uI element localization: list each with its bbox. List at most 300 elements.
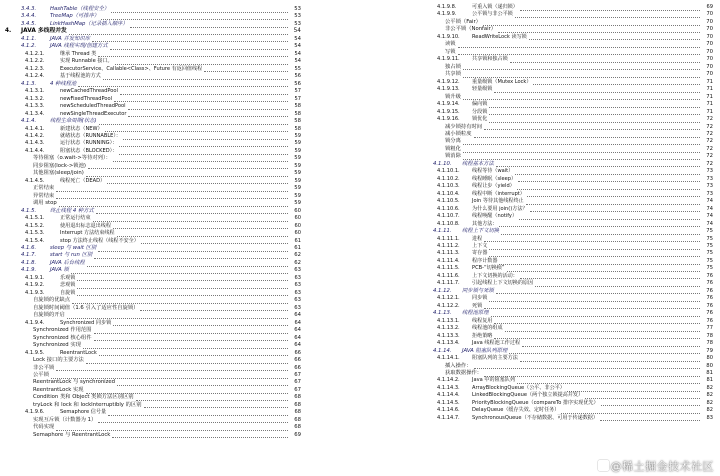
toc-leader-dots <box>489 109 700 116</box>
toc-entry-number: 4.1.2.2. <box>25 58 45 65</box>
toc-entry-page: 59 <box>294 200 301 207</box>
toc-entry-page: 71 <box>706 93 713 100</box>
toc-entry[interactable] <box>5 394 301 401</box>
toc-entry-title: tryLock 和 lock 和 lockInterruptibly 的区别 <box>33 401 142 408</box>
toc-entry[interactable] <box>5 365 301 372</box>
toc-leader-dots <box>458 41 700 48</box>
toc-entry-title: newCachedThreadPool <box>60 88 118 95</box>
toc-entry-page: 58 <box>294 110 301 117</box>
toc-entry[interactable] <box>417 221 713 228</box>
toc-entry[interactable] <box>417 377 713 384</box>
toc-entry-number: 4.1.5.4. <box>25 237 45 244</box>
toc-entry[interactable] <box>5 424 301 431</box>
toc-entry[interactable] <box>417 333 713 340</box>
toc-entry-page: 59 <box>294 192 301 199</box>
toc-entry-title: 锁升级 <box>445 93 461 100</box>
toc-entry[interactable] <box>417 49 713 56</box>
toc-entry-title: 自旋锁的开启 <box>33 312 65 319</box>
toc-entry-title: 锁消除 <box>445 153 461 160</box>
toc-leader-dots <box>463 138 700 145</box>
toc-entry-number: 4.1.13.1. <box>437 317 460 324</box>
toc-entry[interactable] <box>417 243 713 250</box>
toc-entry-number: 4.1.13.4. <box>437 340 460 347</box>
toc-entry[interactable] <box>417 34 713 41</box>
toc-entry-page: 54 <box>294 50 301 57</box>
toc-entry[interactable] <box>5 208 301 215</box>
toc-leader-dots <box>494 333 700 340</box>
toc-entry-number: 4.1.4.2. <box>25 132 45 139</box>
toc-entry-page: 76 <box>706 295 713 302</box>
toc-entry[interactable] <box>5 342 301 349</box>
toc-entry-page: 80 <box>706 355 713 362</box>
toc-leader-dots <box>494 318 700 325</box>
toc-leader-dots <box>128 103 288 110</box>
toc-entry[interactable] <box>5 357 301 364</box>
toc-entry[interactable] <box>5 409 301 416</box>
toc-entry[interactable] <box>417 94 713 101</box>
toc-entry-title: 正常运行结束 <box>60 215 91 222</box>
toc-entry-page: 59 <box>294 177 301 184</box>
toc-leader-dots <box>489 116 700 123</box>
toc-entry-title: LinkHashMap（记录插入顺序） <box>50 20 128 27</box>
toc-entry[interactable] <box>417 273 713 280</box>
toc-entry-page: 66 <box>294 349 301 356</box>
toc-leader-dots <box>585 392 700 399</box>
toc-entry-title: 自旋锁时间阈值（1.6 引入了适应性自旋锁） <box>33 304 139 311</box>
toc-entry-page: 54 <box>294 35 301 42</box>
toc-entry[interactable] <box>5 118 301 125</box>
toc-entry[interactable] <box>5 432 301 439</box>
toc-leader-dots <box>101 13 288 20</box>
toc-entry-number: 4.1.2. <box>21 43 37 50</box>
toc-left-column <box>5 6 301 439</box>
toc-entry-title: Condition 类和 Object 类锁方法区别区别 <box>33 394 134 401</box>
toc-entry-title: 线程上下文切换 <box>462 228 500 235</box>
toc-entry-title: 写锁 <box>445 48 456 55</box>
toc-entry-title: 自旋锁的优缺点 <box>33 297 71 304</box>
toc-entry-number: 4.1.14.6. <box>437 407 460 414</box>
toc-entry-page: 55 <box>294 65 301 72</box>
toc-entry[interactable] <box>5 155 301 162</box>
toc-leader-dots <box>86 170 288 177</box>
toc-entry-title: TreeMap（可排序） <box>50 13 100 20</box>
toc-entry[interactable] <box>417 318 713 325</box>
toc-entry-page: 63 <box>294 289 301 296</box>
toc-entry-number: 4.1.9.4. <box>25 319 45 326</box>
toc-entry[interactable] <box>5 58 301 65</box>
toc-entry[interactable] <box>417 288 713 295</box>
toc-entry-title: 锁优化 <box>472 116 488 123</box>
toc-entry[interactable] <box>417 153 713 160</box>
toc-entry-page: 70 <box>706 71 713 78</box>
toc-leader-dots <box>77 275 288 282</box>
toc-entry-page: 63 <box>294 267 301 274</box>
toc-leader-dots <box>103 73 288 80</box>
toc-entry[interactable] <box>417 400 713 407</box>
toc-entry-title: Interrupt 方法结束线程 <box>60 230 115 237</box>
toc-entry-title: newFixedThreadPool <box>60 95 113 102</box>
toc-entry-page: 57 <box>294 95 301 102</box>
toc-entry-number: 4.1.5.1. <box>25 215 45 222</box>
toc-entry-number: 4.1.9. <box>21 267 37 274</box>
toc-entry-title: Synchronized 作用范围 <box>33 327 92 334</box>
toc-entry-number: 4.1.7. <box>21 252 37 259</box>
toc-leader-dots <box>77 290 288 297</box>
toc-entry[interactable] <box>417 116 713 123</box>
toc-entry-page: 72 <box>706 153 713 160</box>
toc-entry[interactable] <box>5 238 301 245</box>
toc-leader-dots <box>69 28 288 35</box>
toc-entry-page: 82 <box>706 407 713 414</box>
toc-entry-page: 58 <box>294 118 301 125</box>
toc-entry-title: 同步锁与死锁 <box>462 287 494 294</box>
toc-entry[interactable] <box>417 161 713 168</box>
toc-entry-number: 4.1.14.2. <box>437 377 460 384</box>
toc-entry-page: 72 <box>706 145 713 152</box>
toc-entry[interactable] <box>417 101 713 108</box>
toc-entry[interactable] <box>417 198 713 205</box>
toc-entry-title: 乐观锁 <box>60 274 76 281</box>
toc-leader-dots <box>474 363 701 370</box>
toc-entry[interactable] <box>5 73 301 80</box>
toc-entry[interactable] <box>5 230 301 237</box>
toc-entry[interactable] <box>5 126 301 133</box>
toc-entry-number: 4.1.8. <box>21 259 37 266</box>
toc-entry[interactable] <box>417 228 713 235</box>
toc-entry-page: 75 <box>706 265 713 272</box>
toc-entry-page: 53 <box>294 13 301 20</box>
toc-entry-title: 公平锁 <box>33 371 49 378</box>
toc-entry-page: 75 <box>706 250 713 257</box>
toc-entry[interactable] <box>5 170 301 177</box>
toc-entry-page: 70 <box>706 18 713 25</box>
toc-entry[interactable] <box>417 183 713 190</box>
toc-entry[interactable] <box>417 4 713 11</box>
toc-entry-title: 继承 Thread 类 <box>60 50 97 57</box>
toc-entry[interactable] <box>5 185 301 192</box>
toc-entry[interactable] <box>5 312 301 319</box>
toc-entry[interactable] <box>5 140 301 147</box>
toc-leader-dots <box>94 327 288 334</box>
toc-entry-number: 4.1.1. <box>21 35 37 42</box>
toc-entry[interactable] <box>417 86 713 93</box>
toc-entry-number: 4.1.9.10. <box>437 33 460 40</box>
toc-entry-title: 偏向锁 <box>472 101 488 108</box>
toc-leader-dots <box>94 335 288 342</box>
toc-entry[interactable] <box>417 265 713 272</box>
toc-entry[interactable] <box>417 392 713 399</box>
toc-leader-dots <box>88 163 288 170</box>
toc-entry[interactable] <box>417 280 713 287</box>
toc-entry-title: 终止线程 4 种方式 <box>50 207 94 214</box>
toc-entry[interactable] <box>417 71 713 78</box>
toc-entry-page: 64 <box>294 327 301 334</box>
toc-entry-title: ReadWriteLock 读写锁 <box>472 33 527 40</box>
toc-entry[interactable] <box>5 223 301 230</box>
toc-leader-dots <box>567 385 700 392</box>
toc-entry[interactable] <box>5 282 301 289</box>
toc-entry-title: ExecutorService、Callable<Class>、Future 有返回值线程 <box>60 65 203 72</box>
toc-entry-title: 线程中断（interrupt） <box>472 190 525 197</box>
toc-leader-dots <box>136 394 288 401</box>
toc-leader-dots <box>489 101 700 108</box>
toc-entry[interactable] <box>5 267 301 274</box>
toc-entry-page: 62 <box>294 252 301 259</box>
toc-entry-number: 4.1.10. <box>433 160 452 167</box>
toc-entry-title: 重量级锁（Mutex Lock） <box>472 78 532 85</box>
toc-entry[interactable] <box>417 176 713 183</box>
toc-leader-dots <box>519 213 700 220</box>
toc-entry-title: 同步阻塞(lock->锁池) <box>33 162 86 169</box>
toc-entry-title: 引起线程上下文切换的原因 <box>472 280 534 287</box>
toc-leader-dots <box>86 387 288 394</box>
toc-entry-page: 78 <box>706 332 713 339</box>
toc-entry-page: 70 <box>706 63 713 70</box>
toc-entry-page: 54 <box>294 43 301 50</box>
toc-leader-dots <box>600 415 700 422</box>
toc-entry-page: 82 <box>706 384 713 391</box>
toc-entry-title: JAVA 线程实现/创建方式 <box>50 43 108 50</box>
toc-entry-number: 4.1.9.6. <box>25 409 45 416</box>
toc-entry-page: 70 <box>706 56 713 63</box>
toc-leader-dots <box>56 185 288 192</box>
toc-entry[interactable] <box>5 215 301 222</box>
toc-leader-dots <box>526 198 700 205</box>
toc-entry-title: 新建状态（NEW） <box>60 125 103 132</box>
toc-leader-dots <box>520 4 700 11</box>
toc-entry-page: 70 <box>706 26 713 33</box>
toc-entry[interactable] <box>5 133 301 140</box>
toc-entry-title: 减少锁持有时间 <box>445 123 483 130</box>
toc-entry[interactable] <box>5 350 301 357</box>
toc-entry-title: LinkedBlockingQueue（两个独立锁提高并发） <box>472 392 584 399</box>
toc-leader-dots <box>507 265 700 272</box>
toc-entry[interactable] <box>417 250 713 257</box>
toc-entry[interactable] <box>417 26 713 33</box>
toc-entry[interactable] <box>417 79 713 86</box>
toc-entry-page: 76 <box>706 310 713 317</box>
toc-leader-dots <box>463 64 700 71</box>
toc-entry[interactable] <box>5 103 301 110</box>
toc-entry-title: 非公平锁 <box>33 364 55 371</box>
toc-entry-page: 76 <box>706 302 713 309</box>
toc-leader-dots <box>94 252 288 259</box>
toc-entry[interactable] <box>5 335 301 342</box>
toc-entry-page: 72 <box>706 138 713 145</box>
toc-entry[interactable] <box>417 41 713 48</box>
toc-entry[interactable] <box>417 355 713 362</box>
toc-leader-dots <box>119 148 288 155</box>
toc-leader-dots <box>123 133 288 140</box>
toc-entry[interactable] <box>417 348 713 355</box>
toc-entry-title: 自旋锁 <box>60 289 76 296</box>
toc-entry[interactable] <box>5 88 301 95</box>
toc-entry-number: 4.1.9.5. <box>25 349 45 356</box>
toc-entry-title: PCB-“切换桢” <box>472 265 505 272</box>
toc-leader-dots <box>517 183 700 190</box>
toc-entry[interactable] <box>417 64 713 71</box>
toc-leader-dots <box>108 409 288 416</box>
toc-entry[interactable] <box>417 310 713 317</box>
toc-entry-number: 4.1.11.5. <box>437 265 460 272</box>
toc-entry-number: 4.1.9.8. <box>437 4 457 10</box>
toc-entry-number: 4.1.10.4. <box>437 190 460 197</box>
toc-leader-dots <box>56 365 288 372</box>
toc-entry[interactable] <box>5 111 301 118</box>
toc-entry-title: 线程等待（wait） <box>472 168 514 175</box>
toc-entry-page: 64 <box>294 319 301 326</box>
toc-entry-title: 4 种线程池 <box>50 80 77 87</box>
toc-entry[interactable] <box>417 138 713 145</box>
toc-entry-title: JAVA 多线程并发 <box>21 28 67 35</box>
toc-entry[interactable] <box>417 168 713 175</box>
toc-entry[interactable] <box>5 297 301 304</box>
toc-entry[interactable] <box>417 124 713 131</box>
toc-entry-title: 获取数据操作： <box>445 369 483 376</box>
toc-entry-title: start 与 run 区别 <box>50 252 93 259</box>
toc-entry[interactable] <box>417 295 713 302</box>
toc-entry-title: 拒绝策略 <box>472 332 493 339</box>
toc-entry-number: 4.1.4.4. <box>25 147 45 154</box>
toc-leader-dots <box>86 357 288 364</box>
toc-leader-dots <box>119 140 288 147</box>
toc-entry-number: 4.1.11.1. <box>437 235 460 242</box>
toc-entry-title: 线程池原理 <box>462 310 489 317</box>
toc-entry[interactable] <box>417 56 713 63</box>
toc-entry[interactable] <box>417 340 713 347</box>
toc-entry-title: 等待阻塞（o.wait->等待对列）： <box>33 155 111 162</box>
toc-entry-page: 53 <box>294 20 301 27</box>
toc-entry[interactable] <box>417 131 713 138</box>
toc-entry-page: 59 <box>294 162 301 169</box>
toc-entry-page: 81 <box>706 369 713 376</box>
toc-entry[interactable] <box>417 146 713 153</box>
toc-entry[interactable] <box>417 325 713 332</box>
toc-entry-page: 83 <box>706 414 713 421</box>
toc-leader-dots <box>204 66 288 73</box>
toc-entry[interactable] <box>5 379 301 386</box>
toc-entry[interactable] <box>417 363 713 370</box>
toc-entry[interactable] <box>417 206 713 213</box>
toc-leader-dots <box>128 111 288 118</box>
toc-entry-title: SynchronousQueue（不存储数据、可用于传递数据） <box>472 414 598 421</box>
toc-entry[interactable] <box>5 327 301 334</box>
toc-entry-number: 4.1.9.1. <box>25 274 45 281</box>
toc-entry-number: 4.1.5.2. <box>25 222 45 229</box>
toc-entry-title: 上下文切换的活动： <box>472 272 518 279</box>
toc-entry-title: Java 线程池工作过程 <box>472 340 521 347</box>
toc-leader-dots <box>105 126 288 133</box>
toc-entry[interactable] <box>417 109 713 116</box>
toc-entry-number: 4.1.11. <box>433 228 452 235</box>
toc-leader-dots <box>484 236 700 243</box>
toc-entry-page: 73 <box>706 168 713 175</box>
toc-leader-dots <box>518 176 700 183</box>
toc-leader-dots <box>117 230 288 237</box>
toc-entry-page: 60 <box>294 215 301 222</box>
toc-entry[interactable] <box>5 402 301 409</box>
toc-entry[interactable] <box>417 258 713 265</box>
toc-entry-number: 4.1.9.2. <box>25 282 45 289</box>
toc-entry-number: 4.1.3.4. <box>25 110 45 117</box>
toc-entry-number: 4.1.14.3. <box>437 384 460 391</box>
toc-entry-page: 76 <box>706 280 713 287</box>
toc-entry-number: 4.1.13.2. <box>437 325 460 332</box>
toc-entry-page: 69 <box>294 431 301 438</box>
toc-entry[interactable] <box>417 236 713 243</box>
toc-entry-title: 线程睡眠（sleep） <box>472 175 517 182</box>
toc-entry-page: 63 <box>294 282 301 289</box>
toc-entry[interactable] <box>5 252 301 259</box>
toc-leader-dots <box>71 267 288 274</box>
toc-entry-page: 59 <box>294 155 301 162</box>
toc-entry[interactable] <box>417 11 713 18</box>
toc-entry[interactable] <box>5 13 301 20</box>
toc-entry[interactable] <box>5 43 301 50</box>
toc-leader-dots <box>99 118 288 125</box>
toc-entry-page: 69 <box>706 4 713 10</box>
toc-entry-number: 4.1.9.14. <box>437 101 460 108</box>
toc-entry-page: 76 <box>706 287 713 294</box>
toc-entry-page: 63 <box>294 274 301 281</box>
toc-entry-page: 78 <box>706 340 713 347</box>
toc-entry[interactable] <box>5 275 301 282</box>
toc-entry-number: 4.1.3.3. <box>25 103 45 110</box>
toc-entry-number: 4.1.4.3. <box>25 140 45 147</box>
toc-leader-dots <box>117 379 288 386</box>
toc-entry[interactable] <box>5 200 301 207</box>
toc-entry-page: 64 <box>294 342 301 349</box>
toc-entry-number: 4.1.14.7. <box>437 414 460 421</box>
toc-entry-title: 同步锁 <box>472 295 488 302</box>
toc-entry[interactable] <box>417 415 713 422</box>
toc-entry-page: 74 <box>706 220 713 227</box>
toc-entry-page: 68 <box>294 394 301 401</box>
toc-entry[interactable] <box>417 191 713 198</box>
toc-entry[interactable] <box>417 370 713 377</box>
toc-entry-page: 77 <box>706 325 713 332</box>
toc-entry-title: 轻量级锁 <box>472 86 493 93</box>
toc-leader-dots <box>144 402 288 409</box>
toc-leader-dots <box>56 424 288 431</box>
toc-leader-dots <box>463 94 700 101</box>
toc-leader-dots <box>67 312 288 319</box>
toc-entry-page: 75 <box>706 257 713 264</box>
toc-entry[interactable] <box>5 81 301 88</box>
toc-entry[interactable] <box>5 66 301 73</box>
toc-entry[interactable] <box>5 28 301 35</box>
toc-entry[interactable] <box>417 407 713 414</box>
toc-entry-title: 其他阻塞(sleep/join) <box>33 170 84 177</box>
toc-entry-number: 4.1.9.12. <box>437 78 460 85</box>
toc-leader-dots <box>535 280 700 287</box>
toc-entry[interactable] <box>5 51 301 58</box>
toc-entry-title: 其他方法： <box>472 220 498 227</box>
toc-entry-title: 程序计数器 <box>472 257 498 264</box>
toc-right-column <box>417 4 713 422</box>
toc-entry-number: 4.1.4.1. <box>25 125 45 132</box>
toc-entry[interactable] <box>417 213 713 220</box>
toc-leader-dots <box>77 282 288 289</box>
toc-entry-number: 4.1.14.1. <box>437 355 460 362</box>
toc-leader-dots <box>515 11 700 18</box>
toc-entry-title: 线程让步（yield） <box>472 183 515 190</box>
toc-entry-title: 公平锁与非公平锁 <box>472 11 513 18</box>
toc-entry[interactable] <box>5 96 301 103</box>
watermark-text: @稀土掘金技术社区 <box>610 460 714 473</box>
toc-entry-page: 53 <box>294 6 301 12</box>
toc-entry-page: 71 <box>706 78 713 85</box>
